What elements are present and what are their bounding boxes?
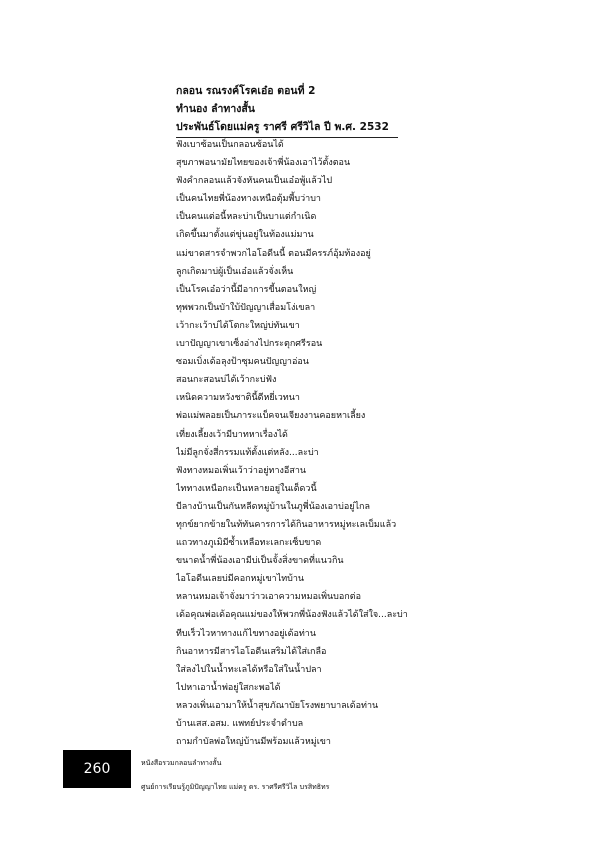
poem-body xyxy=(176,136,476,751)
poem-line: ซอมเบิ่งเด้อลุงป้าซุมคนปัญญาอ่อน xyxy=(176,357,309,368)
poem-line: เบาปัญญาเขาเซ็งอ่างไปกระตุกศรีรอน xyxy=(176,339,323,350)
poem-line: ลูกเกิดมาบ่ผู้เป็นเอ๋อแล้วจั่งเห็น xyxy=(176,266,294,277)
poem-composer: ประพันธ์โดยแม่ครู ราศรี ศรีวิไล ปี พ.ศ. 2532 xyxy=(176,121,389,133)
poem-line: หลวงเพิ่นเอามาให้น้ำสุขภัณาบัยโรงพยาบาลเด้อท่าน xyxy=(176,700,379,711)
poem-line: ฟังเบาซ้อนเป็นกลอนซ้อนได้ xyxy=(176,140,284,150)
poem-line: ทุพพวกเป็นบัาใบ้ปัญญาเสื่อมโง่เขลา xyxy=(176,302,316,313)
poem-line: เป็นโรคเอ๋อว่านี้มีอาการขี้นตอนใหญ่ xyxy=(176,284,317,295)
poem-line: เหนิดความหวังชาตินี้ดีหยี่เวทนา xyxy=(176,393,300,404)
poem-line: ไปหาเอาน้ำพ่อยู่ใสกะพอได้ xyxy=(176,682,281,693)
poem-line: ไอโอดีนเลยบ่มีคอกหมู่เขาไทบ้าน xyxy=(176,574,305,585)
poem-melody: ทำนอง ลำทางสั้น xyxy=(176,103,255,115)
poem-line: เป็นคนแต่อนี้หละบ่าเป็นบาแต่กำเนิด xyxy=(176,212,317,223)
poem-line: ใส่ลงไปในน้ำทะเลได้หรือใส่ในน้ำปลา xyxy=(176,664,322,675)
poem-line: ถามกำบัลพ่อใหญ่บ้านมีพร้อมแล้วหมู่เขา xyxy=(176,737,331,748)
poem-line: แม่ขาดสารจำพวกไอโอดีนนี้ ตอนมีครรภ์อุ้มท้องอยู่ xyxy=(176,248,371,259)
poem-title: กลอน รณรงค์โรคเอ๋อ ตอนที่ 2 xyxy=(176,85,316,97)
poem-line: หลานหมอเจ้าจั่งมาว่าวเอาความหมอเพิ่นบอกต่อ xyxy=(176,592,361,603)
poem-line: พ่อแม่พลอยเป็นภาระแบ็คจนเจียงงานคอยหาเลี้ยง xyxy=(176,411,366,422)
poem-line: เกิดขึ้นมาตั้งแต่ขุ่นอยู่ในท้องแม่มาน xyxy=(176,230,314,241)
poem-line: สุขภาพอนามัยไทยของเจ้าพี่น้องเอาไว้ตั้งตอน xyxy=(176,158,351,169)
poem-line: เที่ยงเลี้ยงเว้ามีบาทหาเรื่องได้ xyxy=(176,429,288,440)
poem-line: เว้ากะเว้าบ่ได้โตกะใหญ่บ่ทันเขา xyxy=(176,320,300,331)
page-footer xyxy=(141,757,431,794)
page-number: 260 xyxy=(83,761,111,777)
poem-line: ทีบเร็วไวหาทางแก้ไขทางอยู่เด้อท่าน xyxy=(176,628,317,639)
poem-line: สอนกะสอนบ่ได้เว้ากะบ่ฟัง xyxy=(176,375,277,386)
poem-line: เด้อคุณพ่อเด้อคุณแม่ของให้พวกพี่น้องฟังแล้วได้ใส่ใจ...ละบ่า xyxy=(176,610,408,621)
poem-line: ไม่มีลูกจั่งสี่กรรมแท้ตั้งแต่หลัง...ละบ่า xyxy=(176,447,319,458)
poem-line: ทุกข์ยากข้ายในท้ทันคารการได้กินอาหารหมู่ทะเลเบ็มแล้ว xyxy=(176,519,397,530)
poem-line: ฟังทางหมอเพิ่นเว้าว่าอยู่ทางอีสาน xyxy=(176,465,307,476)
poem-line: ไททางเหนือกะเป็นหลายอยู่ในเด็ดวนี้ xyxy=(176,483,317,494)
poem-header xyxy=(176,82,506,138)
publisher-line: ศูนย์การเรียนรู้ภูมิปัญญาไทย แม่ครู ดร. ราศรีศรีวิไล บรสิทธิทร xyxy=(141,783,330,791)
poem-line: บีลางบ้านเป็นกันหลีดหมู่บ้านในภูพี่น้องเอาบ่อยู่ไกล xyxy=(176,501,370,512)
book-title: หนังสือรวมกลอนลำทางสั้น xyxy=(141,759,222,767)
poem-line: ขนาดน้ำพี่น้องเอามีบ่เป็นจั้งสิ่งขาดที่แนวกิน xyxy=(176,556,344,567)
poem-line: เป็นคนไทยพี่น้องทางเหนือตุ้มพี้บว่าบา xyxy=(176,194,321,205)
poem-line: ฟังคำกลอนแล้วจังหันคนเป็นเอ๋อพู้แล้วไป xyxy=(176,176,333,187)
poem-line: กินอาหารมีสารไอโอดีนเสริมได้ใส่เกลือ xyxy=(176,646,327,657)
poem-line: แถวทางภูเมิมีซ้ำเหลือทะเลกะเซ็บขาด xyxy=(176,538,322,549)
poem-line: บ้านเสส.อสม. แพทย์ประจำตำบล xyxy=(176,719,304,729)
page-number-box xyxy=(63,750,131,788)
